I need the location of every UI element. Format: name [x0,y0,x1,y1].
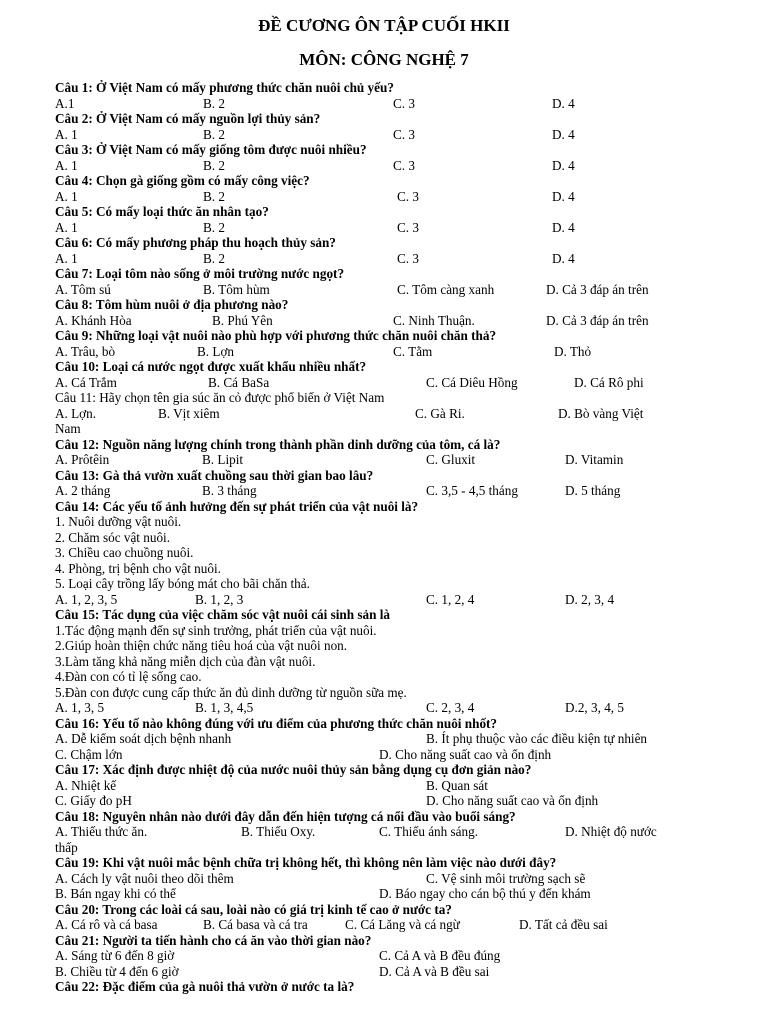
option-c: C. 3 [393,126,415,142]
option-c: C. Ninh Thuận. [393,312,475,328]
list-item: 4. Phòng, trị bệnh cho vật nuôi. [55,560,221,576]
question-text: Câu 19: Khi vật nuôi mắc bệnh chữa trị không hết, thì không nên làm việc nào dưới đây? [55,855,557,870]
answer-row [55,452,715,468]
list-item: 2. Chăm sóc vật nuôi. [55,529,171,545]
option-c: C. Gluxit [426,452,476,467]
question-text: Câu 6: Có mấy phương pháp thu hoạch thủy sản? [55,235,336,250]
list-item: 3. Chiều cao chuồng nuôi. [55,545,194,560]
answer-row [55,747,715,763]
answer-row [55,871,715,887]
option-d: D. Cá Rô phi [574,374,644,390]
option-b: B. Vịt xiêm [158,405,220,421]
list-item: 1.Tác động mạnh đến sự sinh trưởng, phát triển của vật nuôi. [55,622,377,638]
question-list [55,80,715,995]
document-title: ĐỀ CƯƠNG ÔN TẬP CUỐI HKII [258,16,510,35]
option-b: B. Cá BaSa [208,374,270,390]
option-d: D. 5 tháng [565,483,621,498]
question-text: Câu 10: Loại cá nước ngọt được xuất khẩu nhiều nhất? [55,359,367,374]
option-d: D. Nhiệt độ nước [565,824,657,839]
option-b: B. 2 [203,188,225,204]
answer-row [55,483,715,499]
answer-row [55,220,715,236]
option-a: A. 1, 3, 5 [55,700,105,715]
option-c: C. Cả A và B đều đúng [379,948,501,963]
option-d-continuation: Nam [55,421,81,436]
answer-row [55,948,715,964]
option-b: B. Ít phụ thuộc vào các điều kiện tự nhiên [426,731,648,746]
subject-title: MÔN: CÔNG NGHỆ 7 [299,50,469,69]
option-a: A. Cách ly vật nuôi theo dõi thêm [55,870,234,886]
option-b: C. Vệ sinh môi trường sạch sẽ [426,870,586,886]
answer-row [55,778,715,794]
option-a: A. Khánh Hòa [55,312,132,328]
option-c: C. Thiếu ánh sáng. [379,824,479,839]
option-d: D. Cả 3 đáp án trên [546,312,649,328]
answer-row [55,592,715,608]
question-text: Câu 8: Tôm hùm nuôi ở địa phương nào? [55,297,289,312]
option-b: B. 2 [203,219,225,235]
option-c: C. Chậm lớn [55,746,123,762]
option-d: D. Thỏ [554,343,592,359]
option-b: B. Lipit [202,452,244,467]
option-c: C. 3 [393,157,415,173]
option-b: B. 2 [203,157,225,173]
list-item: 3.Làm tăng khả năng miễn dịch của đàn vật nuôi. [55,653,316,669]
option-d: D. 4 [552,157,575,173]
option-c: C. Giấy đo pH [55,793,132,808]
option-c: C. Cá Diêu Hồng [426,374,518,390]
option-d: D. Vitamin [565,452,624,467]
option-a: A. 1 [55,250,78,266]
option-b: B. 1, 2, 3 [195,591,244,607]
option-d: D. 4 [552,250,575,266]
option-c: C. 3 [397,250,419,266]
answer-row [55,731,715,747]
list-item: 5.Đàn con được cung cấp thức ăn đủ dinh dưỡng từ nguồn sữa mẹ. [55,684,407,700]
question-text: Câu 7: Loại tôm nào sống ở môi trường nước ngọt? [55,266,345,281]
question-text: Câu 5: Có mấy loại thức ăn nhân tạo? [55,204,269,219]
option-b: B. 3 tháng [202,483,257,498]
answer-row [55,700,715,716]
question-text: Câu 4: Chọn gà giống gồm có mấy công việc? [55,173,310,188]
list-item: 1. Nuôi dưỡng vật nuôi. [55,514,182,529]
question-text: Câu 22: Đặc điểm của gà nuôi thả vườn ở nước ta là? [55,979,355,994]
option-b: B. 2 [203,126,225,142]
answer-row [55,406,715,422]
answer-row [55,917,715,933]
option-c: C. Cá Lăng và cá ngừ [345,917,460,932]
question-text: Câu 15: Tác dụng của việc chăm sóc vật nuôi cái sinh sản là [55,607,390,622]
question-text: Câu 20: Trong các loài cá sau, loài nào có giá trị kinh tế cao ở nước ta? [55,901,452,917]
option-d: D. Cả A và B đều sai [379,963,490,979]
option-b: B. Tôm hùm [203,281,270,297]
option-a: A. 1 [55,157,78,173]
option-a: A. 1 [55,126,78,142]
question-text: Câu 11: Hãy chọn tên gia súc ăn cỏ được phổ biến ở Việt Nam [55,390,385,405]
option-d: D. 2, 3, 4 [565,591,615,607]
option-d: D. Tất cả đều sai [519,917,608,932]
option-a: A. Tôm sú [55,281,111,297]
option-a: A. Dễ kiểm soát dịch bệnh nhanh [55,731,232,746]
question-text: Câu 18: Nguyên nhân nào dưới đây dẫn đến hiện tượng cá nổi đầu vào buổi sáng? [55,808,516,824]
option-d: D. Bò vàng Việt [558,405,644,421]
option-d: D. Cho năng suất cao và ổn định [379,746,552,762]
option-c: C. Gà Ri. [415,405,465,421]
option-d: D. 4 [552,126,575,142]
option-b: B. Lợn [197,343,235,359]
answer-row [55,251,715,267]
option-c: C. 3 [397,219,419,235]
question-text: Câu 14: Các yếu tố ảnh hưởng đến sự phát triển của vật nuôi là? [55,498,419,514]
question-text: Câu 2: Ở Việt Nam có mấy nguồn lợi thủy sản? [55,111,321,126]
option-d: D. Báo ngay cho cán bộ thú y đến khám [379,886,591,901]
option-a: A.1 [55,95,75,111]
question-text: Câu 17: Xác định được nhiệt độ của nước nuôi thủy sản bằng dụng cụ đơn giản nào? [55,762,532,777]
option-b: B. Thiếu Oxy. [241,824,316,839]
option-a: A. 1 [55,219,78,235]
option-d: D. Cho năng suất cao và ổn định [426,793,599,808]
option-c: C. 3 [393,95,415,111]
question-text: Câu 1: Ở Việt Nam có mấy phương thức chăn nuôi chủ yếu? [55,80,394,95]
answer-row [55,96,715,112]
answer-row [55,824,715,840]
option-c: C. Tôm càng xanh [397,281,495,297]
option-d: D.2, 3, 4, 5 [565,700,624,715]
list-item: 2.Giúp hoàn thiện chức năng tiêu hoá của vật nuôi non. [55,638,348,653]
option-c: C. 1, 2, 4 [426,591,475,607]
option-a: A. Thiếu thức ăn. [55,824,148,839]
option-c: C. 3 [397,188,419,204]
question-text: Câu 3: Ở Việt Nam có mấy giống tôm được nuôi nhiều? [55,142,367,157]
option-a: A. Sáng từ 6 đến 8 giờ [55,948,175,963]
option-a: A. 2 tháng [55,483,111,498]
option-a: A. 1 [55,188,78,204]
option-c: C. 3,5 - 4,5 tháng [426,483,518,498]
option-d: D. 4 [552,219,575,235]
question-text: Câu 9: Những loại vật nuôi nào phù hợp với phương thức chăn nuôi chăn thả? [55,328,497,343]
answer-row [55,344,715,360]
option-b: B. 2 [203,95,225,111]
option-a: A. 1, 2, 3, 5 [55,591,118,607]
option-d: D. 4 [552,188,575,204]
option-c: B. Bán ngay khi có thể [55,886,176,901]
option-c: C. Tằm [393,343,433,359]
option-d: D. 4 [552,95,575,111]
option-b: B. Phú Yên [212,312,273,328]
option-a: A. Nhiệt kế [55,777,117,793]
option-a: A. Trâu, bò [55,343,116,359]
answer-row [55,375,715,391]
option-a: A. Cá rô và cá basa [55,917,158,932]
option-c: C. 2, 3, 4 [426,700,475,715]
option-d-continuation: thấp [55,839,78,855]
option-b: B. Chiều từ 4 đến 6 giờ [55,963,179,979]
question-text: Câu 21: Người ta tiến hành cho cá ăn vào thời gian nào? [55,932,372,948]
answer-row [55,189,715,205]
option-b: B. 2 [203,250,225,266]
question-text: Câu 12: Nguồn năng lượng chính trong thành phần dinh dưỡng của tôm, cá là? [55,436,501,452]
answer-row [55,282,715,298]
question-text: Câu 13: Gà thả vườn xuất chuồng sau thời gian bao lâu? [55,467,374,483]
answer-row [55,886,715,902]
answer-row [55,793,715,809]
option-b: B. 1, 3, 4,5 [195,700,254,715]
answer-row [55,127,715,143]
question-text: Câu 16: Yếu tố nào không đúng với ưu điểm của phương thức chăn nuôi nhốt? [55,715,498,731]
option-b: B. Cá basa và cá tra [203,917,308,932]
list-item: 5. Loại cây trồng lấy bóng mát cho bãi chăn thả. [55,576,310,591]
option-a: A. Cá Trắm [55,374,117,390]
option-a: A. Lợn. [55,405,97,421]
answer-row [55,158,715,174]
option-b: B. Quan sát [426,777,488,793]
answer-row [55,964,715,980]
list-item: 4.Đàn con có tỉ lệ sống cao. [55,669,202,684]
option-a: A. Prôtêin [55,452,110,467]
option-d: D. Cả 3 đáp án trên [546,281,649,297]
answer-row [55,313,715,329]
